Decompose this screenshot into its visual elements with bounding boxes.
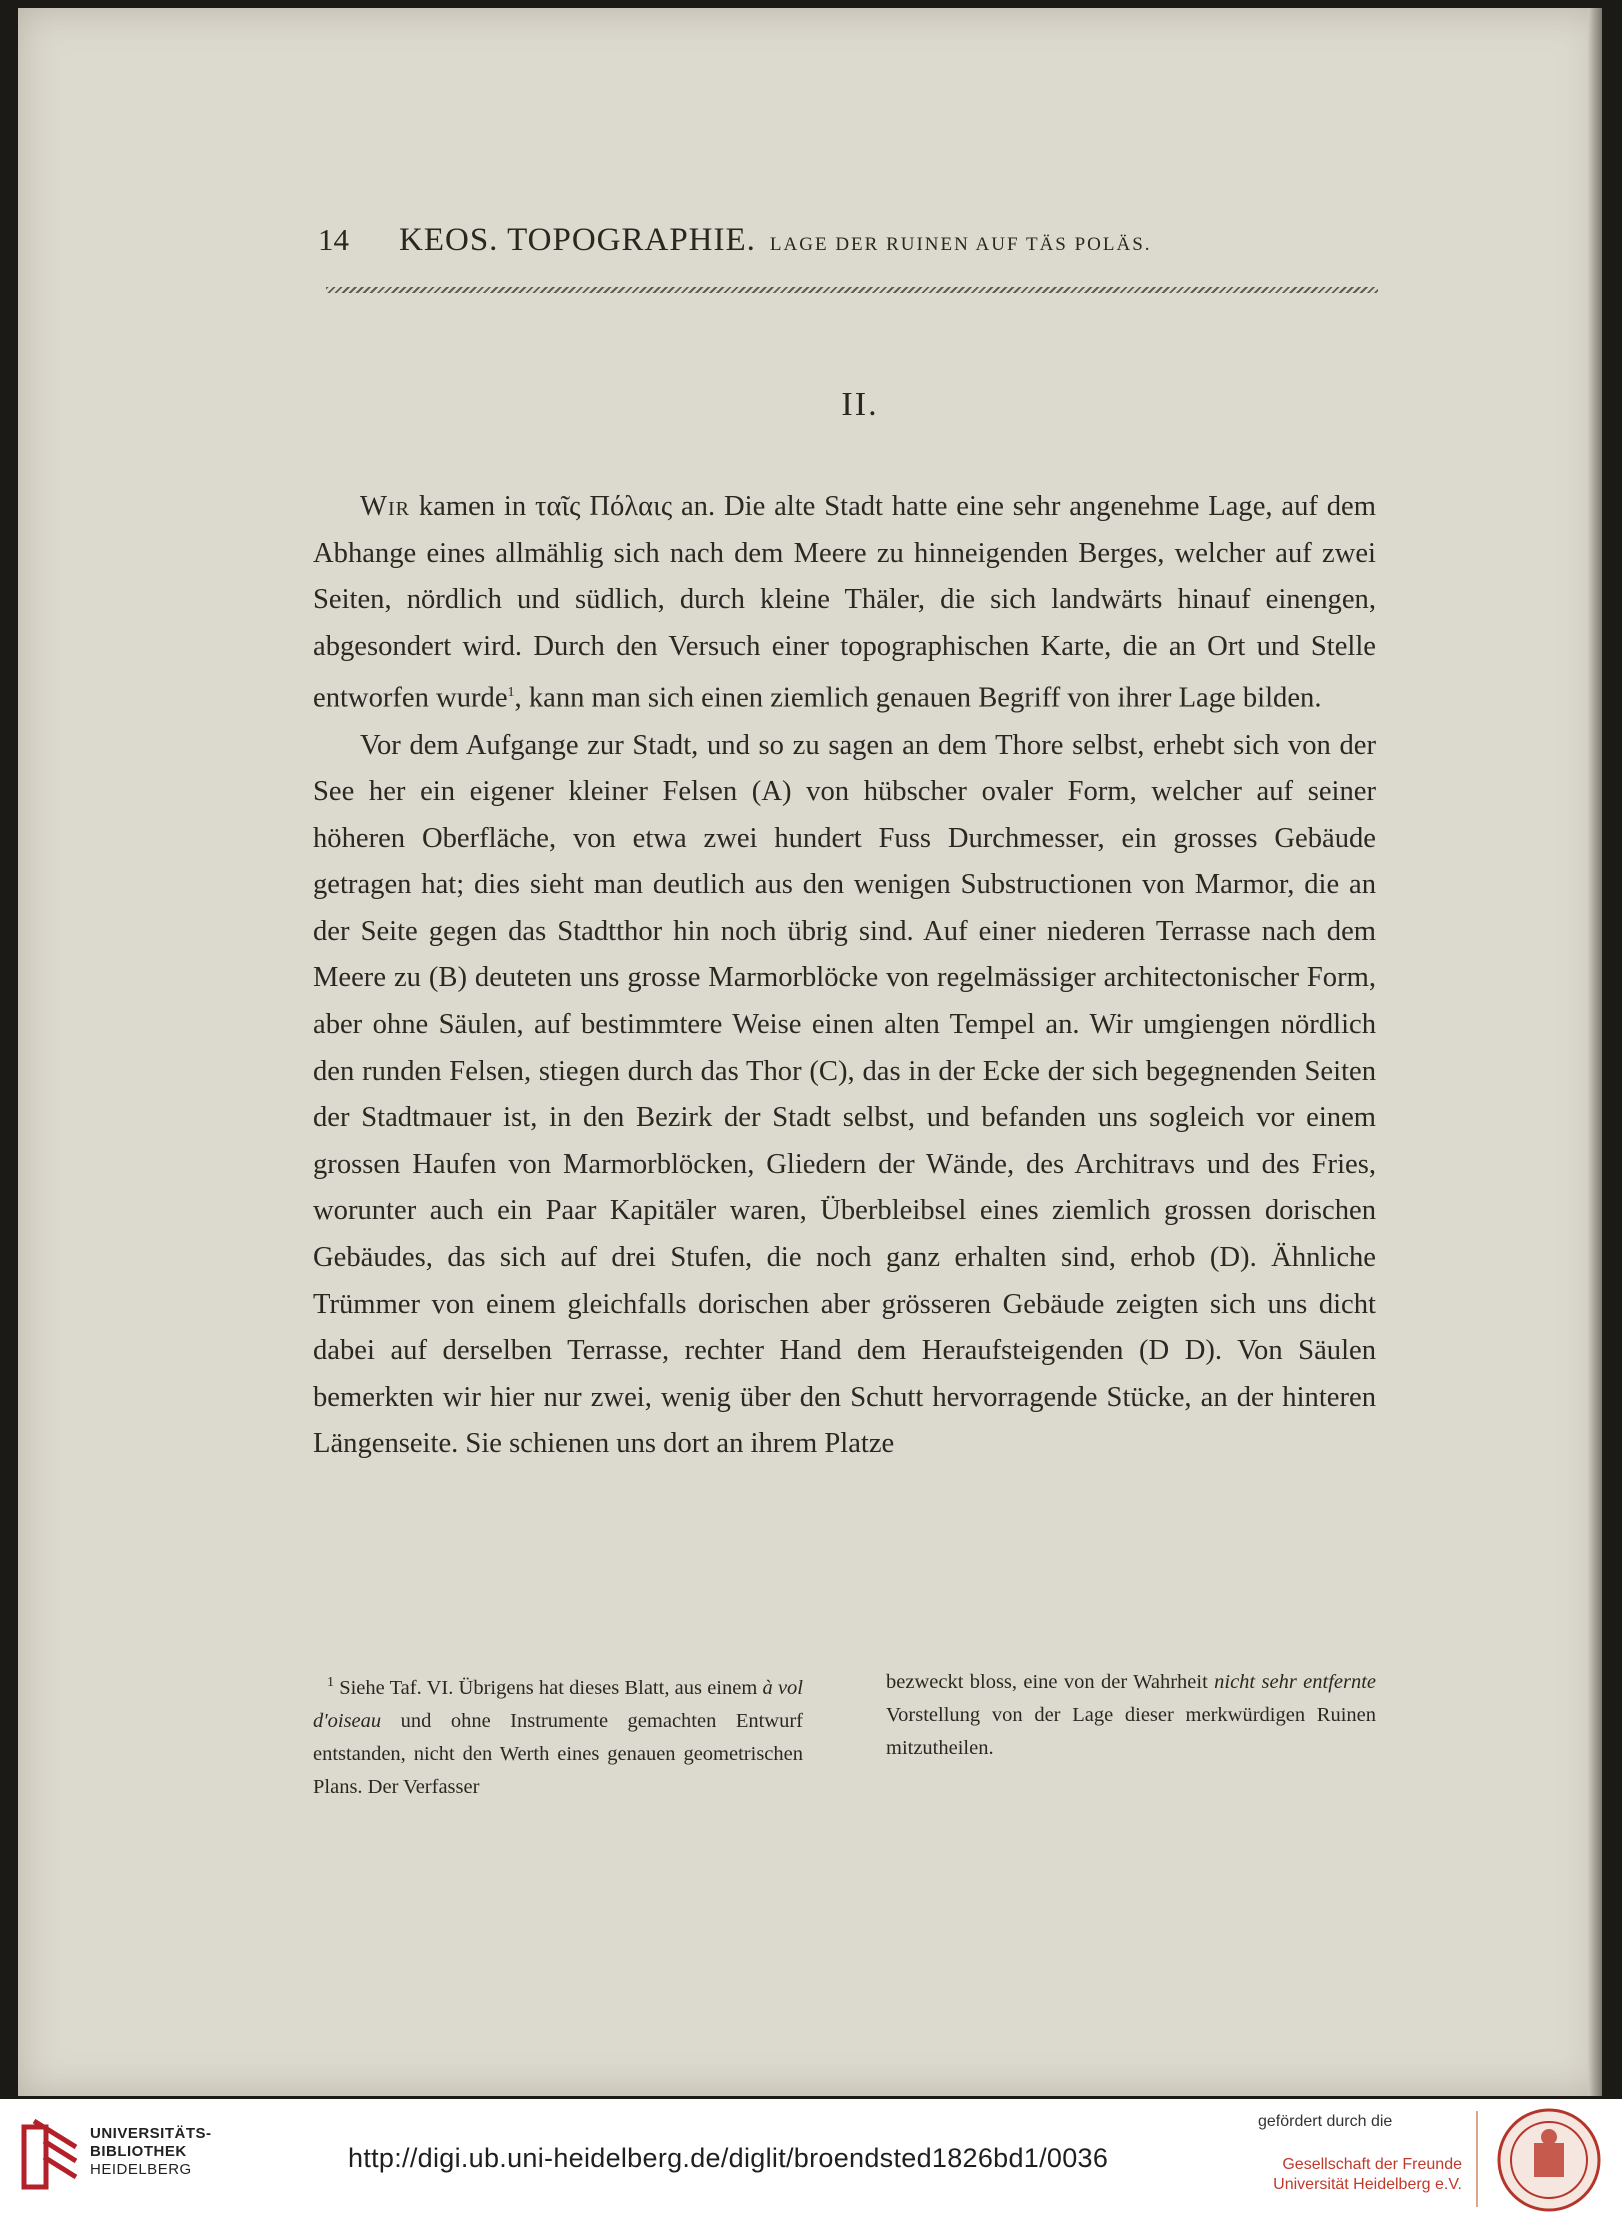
library-name-line: UNIVERSITÄTS- — [90, 2125, 212, 2142]
paragraph-lead: Wir — [360, 491, 410, 522]
running-head — [318, 222, 1418, 259]
footnote-right-column — [886, 1666, 1376, 1804]
footnote-text: Siehe Taf. VI. Übrigens hat dieses Blatt, aus einem — [334, 1676, 763, 1699]
body-text — [313, 484, 1376, 1468]
footnote-ref: 1 — [507, 685, 515, 701]
page-edge — [1588, 8, 1602, 2096]
footnote-text: und ohne Instrumente gemachten Entwurf entstanden, nicht den Werth eines genauen geometrischen Plans. Der Verfasser — [313, 1709, 803, 1798]
permalink-url[interactable]: http://digi.ub.uni-heidelberg.de/diglit/broendsted1826bd1/0036 — [348, 2143, 1109, 2173]
viewer-footer — [0, 2099, 1622, 2219]
paragraph-1 — [313, 484, 1376, 723]
footnote-italic: à vol d'oiseau — [313, 1676, 804, 1732]
paragraph-1-text-end: , kann man sich einen ziemlich genauen Begriff von ihrer Lage bilden. — [514, 682, 1322, 714]
footer-divider — [1476, 2111, 1478, 2207]
paragraph-1-text: kamen in ταῖς Πόλαις an. Die alte Stadt hatte eine sehr angenehme Lage, auf dem Abhange eines allmählig sich nach dem Meere zu hinneigenden Berges, welcher auf zwei Seiten, nördlich und südlich, durch kleine Thäler, die sich landwärts hinauf einengen, abgesondert wird. Durch den Versuch einer topographischen Karte, die an Ort und Stelle entworfen wurde — [313, 491, 1376, 714]
header-rule — [326, 287, 1378, 293]
library-name[interactable] — [90, 2125, 212, 2179]
society-name-line: Universität Heidelberg e.V. — [1273, 2176, 1462, 2193]
section-number: II. — [841, 386, 879, 423]
society-name-line: Gesellschaft der Freunde — [1282, 2156, 1462, 2173]
footnotes — [313, 1666, 1376, 1804]
university-seal-icon — [1496, 2107, 1602, 2213]
footnote-italic: nicht sehr entfernte — [1214, 1671, 1377, 1693]
footnote-text: bezweckt bloss, eine von der Wahrheit — [886, 1671, 1215, 1693]
funded-by-label: gefördert durch die — [1258, 2113, 1393, 2130]
paragraph-2: Vor dem Aufgange zur Stadt, und so zu sagen an dem Thore selbst, erhebt sich von der See her ein eigener kleiner Felsen (A) von hübscher ovaler Form, welcher auf seiner höheren Oberfläche, von etwa zwei hundert Fuss Durchmesser, ein grosses Gebäude getragen hat; dies sieht man deutlich aus den wenigen Substructionen von Marmor, die an der Seite gegen das Stadtthor hin noch übrig sind. Auf einer niederen Terrasse nach dem Meere zu (B) deuteten uns grosse Marmorblöcke von regelmässiger architectonischer Form, aber ohne Säulen, auf bestimmtere Weise einen alten Tempel an. Wir umgiengen nördlich den runden Felsen, stiegen durch das Thor (C), das in der Ecke der sich begegnenden Seiten der Stadtmauer ist, in den Bezirk der Stadt selbst, und befanden uns sogleich vor einem grossen Haufen von Marmorblöcken, Gliedern der Wände, des Architravs und des Fries, worunter auch ein Paar Kapitäler waren, Überbleibsel eines ziemlich grossen dorischen Gebäudes, das sich auf drei Stufen, die noch ganz erhalten sind, erhob (D). Ähnliche Trümmer von einem gleichfalls dorischen aber grösseren Gebäude zeigten sich uns dicht dabei auf derselben Terrasse, rechter Hand dem Heraufsteigenden (D D). Von Säulen bemerkten wir hier nur zwei, wenig über den Schutt hervorragende Stücke, an der hinteren Längenseite. Sie schienen uns dort an ihrem Platze — [313, 729, 1376, 1460]
running-title: KEOS. TOPOGRAPHIE. — [399, 222, 756, 258]
page-number: 14 — [318, 222, 349, 257]
footnote-text: Vorstellung von der Lage dieser merkwürdigen Ruinen mitzutheilen. — [886, 1704, 1376, 1759]
footnote-left-column — [313, 1666, 803, 1804]
library-logo-icon[interactable] — [20, 2117, 82, 2197]
footnote-marker: 1 — [327, 1675, 334, 1690]
running-subtitle: LAGE DER RUINEN AUF TÄS POLÄS. — [769, 234, 1152, 255]
society-name[interactable] — [1262, 2155, 1462, 2195]
library-name-line: HEIDELBERG — [90, 2161, 192, 2178]
library-name-line: BIBLIOTHEK — [90, 2143, 187, 2160]
